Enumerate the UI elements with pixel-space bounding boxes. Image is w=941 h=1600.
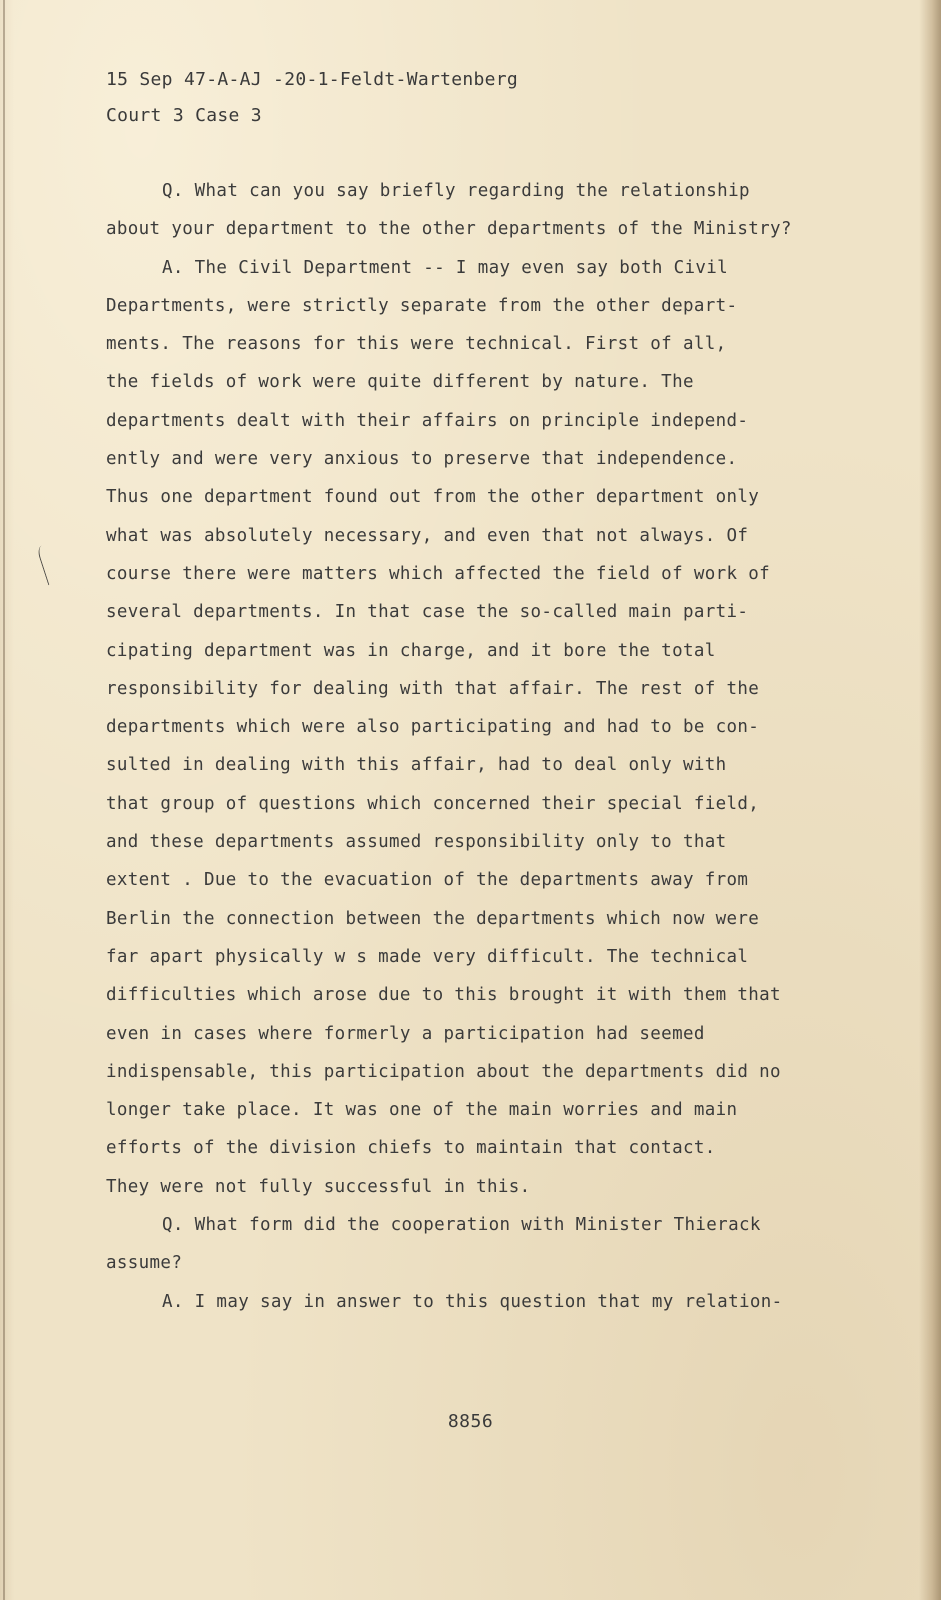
- transcript-line: Q. What can you say briefly regarding the relationship: [162, 181, 750, 201]
- transcript-line: A. The Civil Department -- I may even say both Civil: [162, 257, 729, 278]
- page-edge-stain: [919, 0, 941, 1600]
- transcript-line: cipating department was in charge, and it bore the total: [106, 640, 716, 661]
- transcript-body: [106, 172, 896, 1321]
- transcript-line: departments which were also participating and had to be con-: [106, 717, 760, 738]
- transcript-line: course there were matters which affected the field of work of: [106, 563, 771, 584]
- transcript-line: far apart physically w s made very difficult. The technical: [106, 946, 749, 967]
- transcript-line: efforts of the division chiefs to maintain that contact.: [106, 1138, 716, 1159]
- margin-pencil-mark: [36, 545, 57, 586]
- transcript-line: even in cases where formerly a participation had seemed: [106, 1023, 705, 1044]
- page-edge-shadow: [3, 0, 5, 1600]
- document-header: [106, 62, 518, 134]
- transcript-line: Berlin the connection between the departments which now were: [106, 908, 760, 929]
- transcript-line: about your department to the other departments of the Ministry?: [106, 219, 792, 240]
- transcript-line: the fields of work were quite different by nature. The: [106, 372, 694, 393]
- header-reference-line: 15 Sep 47-A-AJ -20-1-Feldt-Wartenberg: [106, 69, 519, 90]
- transcript-line: They were not fully successful in this.: [106, 1176, 531, 1197]
- transcript-line: difficulties which arose due to this brought it with them that: [106, 985, 781, 1006]
- transcript-line: several departments. In that case the so-called main parti-: [106, 602, 749, 623]
- transcript-line: Q. What form did the cooperation with Minister Thierack: [162, 1215, 761, 1236]
- transcript-line: extent . Due to the evacuation of the departments away from: [106, 870, 749, 891]
- transcript-line: indispensable, this participation about the departments did no: [106, 1061, 781, 1082]
- transcript-line: longer take place. It was one of the main worries and main: [106, 1100, 738, 1121]
- transcript-line: ments. The reasons for this were technical. First of all,: [106, 334, 727, 355]
- transcript-line: and these departments assumed responsibility only to that: [106, 832, 727, 853]
- header-court-case-line: Court 3 Case 3: [106, 105, 262, 126]
- transcript-line: assume?: [106, 1253, 183, 1274]
- page-number: 8856: [447, 1411, 494, 1432]
- transcript-line: Thus one department found out from the other department only: [106, 487, 760, 508]
- transcript-line: ently and were very anxious to preserve that independence.: [106, 449, 738, 470]
- transcript-line: sulted in dealing with this affair, had to deal only with: [106, 755, 727, 776]
- transcript-line: departments dealt with their affairs on principle independ-: [106, 410, 749, 431]
- transcript-line: Departments, were strictly separate from the other depart-: [106, 295, 738, 316]
- transcript-line: A. I may say in answer to this question that my relation-: [162, 1291, 783, 1312]
- transcript-line: that group of questions which concerned their special field,: [106, 793, 760, 814]
- transcript-line: responsibility for dealing with that affair. The rest of the: [106, 678, 760, 699]
- transcript-line: what was absolutely necessary, and even that not always. Of: [106, 525, 749, 546]
